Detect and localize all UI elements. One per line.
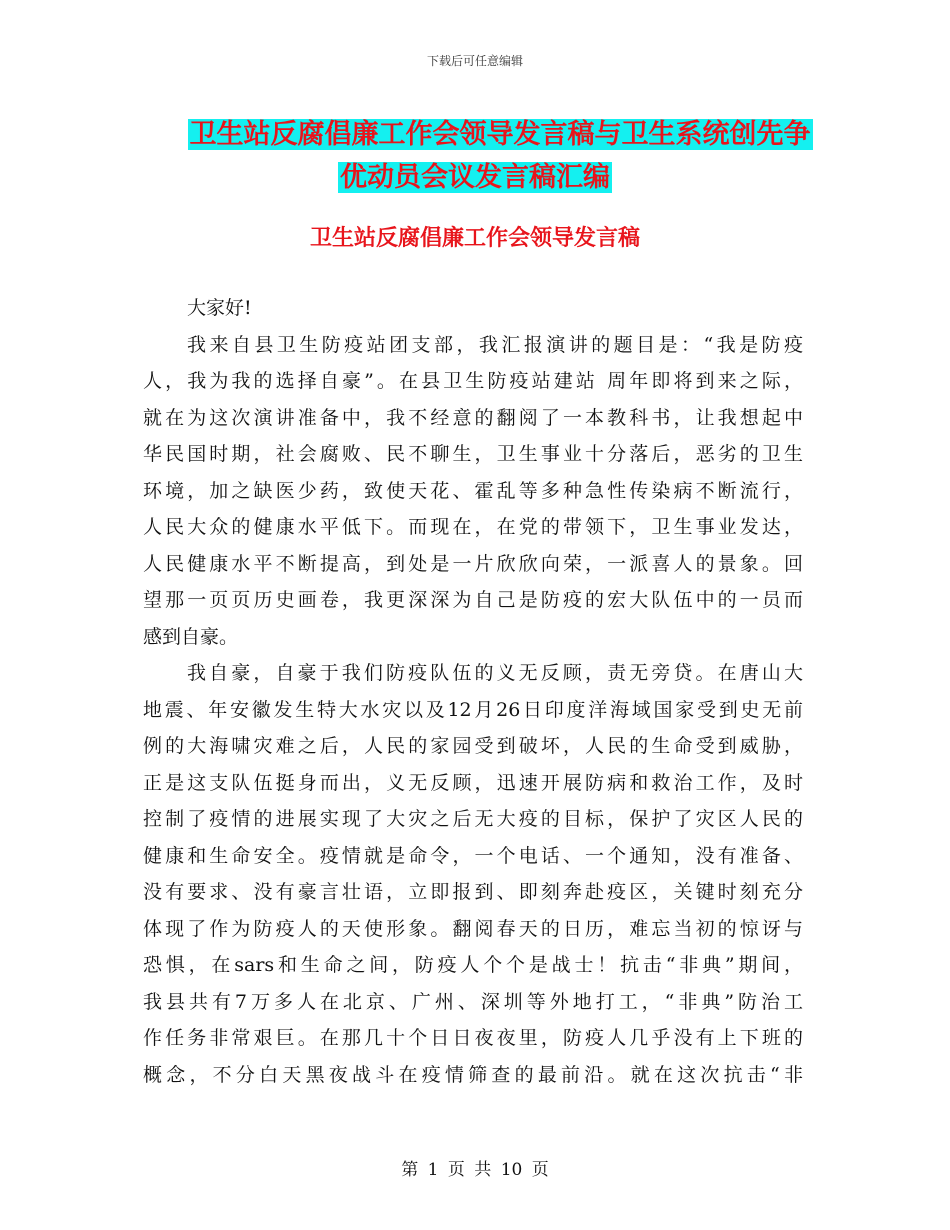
greeting: 大家好! (187, 297, 252, 319)
paragraph-line: 我自豪，自豪于我们防疫队伍的义无反顾，责无旁贷。在唐山大 (187, 662, 803, 684)
page-header-note: 下载后可任意编辑 (426, 54, 523, 68)
paragraph-line: 概念，不分白天黑夜战斗在疫情筛查的最前沿。就在这次抗击“非 (143, 1063, 803, 1086)
paragraph-line: 控制了疫情的进展实现了大灾之后无大疫的目标，保护了灾区人民的 (143, 808, 803, 830)
paragraph-line: 人，我为我的选择自豪”。在县卫生防疫站建站 周年即将到来之际， (143, 370, 803, 392)
paragraph-line: 健康和生命安全。疫情就是命令，一个电话、一个通知，没有准备、 (143, 844, 803, 867)
paragraph-line: 地震、年安徽发生特大水灾以及12月26日印度洋海域国家受到史无前 (143, 698, 803, 721)
paragraph-line: 恐惧，在sars和生命之间，防疫人个个是战士！抗击“非典”期间， (143, 954, 803, 976)
paragraph-line: 作任务非常艰巨。在那几十个日日夜夜里，防疫人几乎没有上下班的 (143, 1027, 803, 1049)
paragraph-line: 感到自豪。 (143, 625, 239, 648)
paragraph-line: 例的大海啸灾难之后，人民的家园受到破坏，人民的生命受到威胁， (143, 735, 803, 757)
paragraph-line: 环境，加之缺医少药，致使天花、霍乱等多种急性传染病不断流行， (143, 479, 803, 502)
paragraph-line: 就在为这次演讲准备中，我不经意的翻阅了一本教科书，让我想起中 (143, 406, 803, 429)
document-title-line-2 (0, 155, 950, 194)
paragraph-2 (143, 655, 803, 1093)
paragraph-line: 望那一页页历史画卷，我更深深为自己是防疫的宏大队伍中的一员而 (143, 589, 803, 611)
paragraph-line: 我县共有7万多人在北京、广州、深圳等外地打工，“非典”防治工 (143, 990, 803, 1013)
body-text (143, 290, 803, 1093)
title-highlight: 卫生站反腐倡廉工作会领导发言稿与卫生系统创先争 (189, 119, 811, 150)
paragraph-line: 人民健康水平不断提高，到处是一片欣欣向荣，一派喜人的景象。回 (143, 552, 803, 575)
title-highlight: 优动员会议发言稿汇编 (340, 162, 610, 193)
paragraph-line: 人民大众的健康水平低下。而现在，在党的带领下，卫生事业发达， (143, 516, 803, 538)
paragraph-line: 华民国时期，社会腐败、民不聊生，卫生事业十分落后，恶劣的卫生 (143, 443, 803, 465)
section-title: 卫生站反腐倡廉工作会领导发言稿 (309, 226, 640, 251)
document-title-line-1 (25, 112, 950, 151)
paragraph-line: 体现了作为防疫人的天使形象。翻阅春天的日历，难忘当初的惊讶与 (143, 917, 803, 940)
paragraph-line: 没有要求、没有豪言壮语，立即报到、即刻奔赴疫区，关键时刻充分 (143, 881, 803, 903)
paragraph-line: 正是这支队伍挺身而出，义无反顾，迅速开展防病和救治工作，及时 (143, 771, 803, 794)
page-number-footer: 第 1 页 共 10 页 (401, 1160, 549, 1180)
paragraph-1 (143, 327, 803, 656)
paragraph-line: 我来自县卫生防疫站团支部，我汇报演讲的题目是：“我是防疫 (187, 333, 803, 356)
